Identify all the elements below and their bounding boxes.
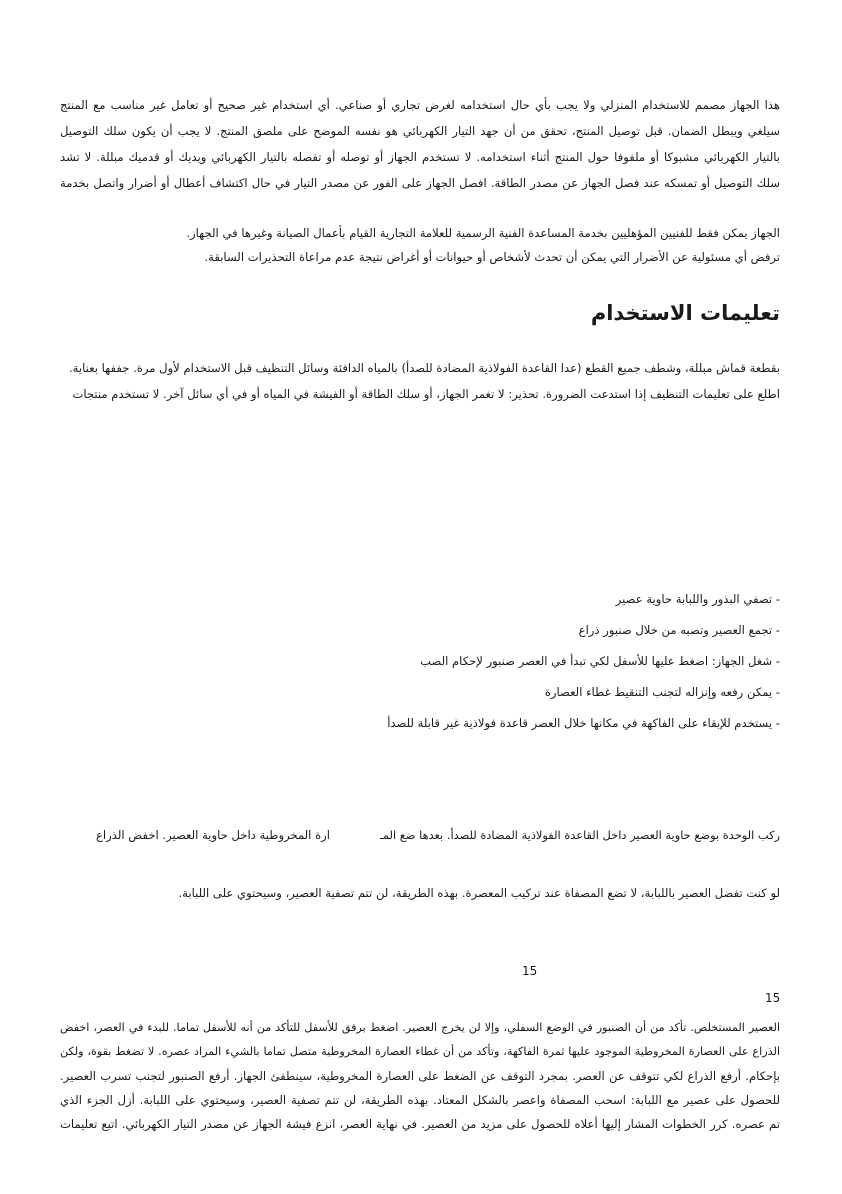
- section-heading: تعليمات الاستخدام: [590, 301, 780, 325]
- text-line: العصير المستخلص. تأكد من أن الصنبور في الوضع السفلي، وإلا لن يخرج العصير. اضغط برفق للأسفل للتأكد من أنه للأسفل تماما. للبدء في العصر، اخفض: [60, 1021, 780, 1034]
- text-line: اطلع على تعليمات التنظيف إذا استدعت الضرورة. تحذير: لا تغمر الجهاز، أو سلك الطاقة أو الفيشة في المياه أو في أي سائل آخر. لا تستخدم منتجات: [72, 387, 780, 401]
- list-item: - تصفي البذور واللبابة حاوية عصير: [615, 592, 780, 606]
- text-line: ترفض أي مسئولية عن الأضرار التي يمكن أن تحدث لأشخاص أو حيوانات أو أغراض نتيجة عدم مراعاة التحذيرات السابقة.: [204, 250, 780, 264]
- safety-paragraph: [60, 92, 780, 196]
- text-line: سلك التوصيل أو تمسكه عند فصل الجهاز عن مصدر الطاقة. افصل الجهاز على الفور عن مصدر التيار في حال اكتشاف أعطال أو أضرار واتصل بخدمة: [60, 176, 780, 190]
- text-line: سيلغي ويبطل الضمان. قبل توصيل المنتج، تحقق من أن جهد التيار الكهربائي هو نفسه الموضح على ملصق المنتج. لا يجب أن يكون سلك التوصيل: [60, 124, 780, 138]
- page-number: 15: [522, 964, 538, 978]
- text-line: تم عصره. كرر الخطوات المشار إليها أعلاه للحصول على مزيد من العصير. في نهاية العصر، انزع فيشة الجهاز عن مصدر التيار الكهربائي. اتبع تعليمات: [60, 1117, 780, 1131]
- text-line: بإحكام. أرفع الذراع لكي تتوقف عن العصر. بمجرد التوقف عن الضغط على العصارة المخروطية، سينطفئ الجهاز. أرفع الصنبور لتجنب تسرب العصير.: [60, 1069, 780, 1083]
- assembly-text-right: ركب الوحدة بوضع حاوية العصير داخل القاعدة الفولاذية المضادة للصدأ. بعدها ضع المـ: [380, 828, 780, 842]
- operation-paragraph: [60, 1016, 780, 1136]
- text-line: الجهاز يمكن فقط للفنيين المؤهليين بخدمة المساعدة الفنية الرسمية للعلامة التجارية القيام بأعمال الصيانة وغيرها في الجهاز.: [186, 226, 780, 240]
- text-line: هذا الجهاز مصمم للاستخدام المنزلي ولا يجب بأي حال استخدامه لغرض تجاري أو صناعي. أي استخدام غير صحيح أو تعامل غير مناسب مع المنتج: [60, 98, 780, 112]
- cleaning-paragraph: [60, 355, 780, 407]
- text-line: للحصول على عصير مع اللبابة: اسحب المصفاة واعصر بالشكل المعتاد. بهذه الطريقة، لن تتم تصفية العصير، وسيحتوي على اللبابة. أزل الجزء الذي: [60, 1093, 780, 1107]
- text-line: الذراع على العصارة المخروطية الموجود عليها ثمرة الفاكهة، وتأكد من أن غطاء العصارة المخروطية متصل تماما بالشيء المراد عصره. لا تضغط بقوة، ولكن: [60, 1045, 780, 1058]
- list-item: - يستخدم للإبقاء على الفاكهة في مكانها خلال العصر قاعدة فولاذية غير قابلة للصدأ: [387, 716, 780, 730]
- service-paragraph: [60, 221, 780, 269]
- text-line: بقطعة قماش مبللة، وشطف جميع القطع (عدا القاعدة الفولاذية المضادة للصدأ) بالمياه الدافئة وسائل التنظيف قبل الاستخدام لأول مرة. جففها بعناية.: [68, 361, 780, 375]
- text-line: بالتيار الكهربائي مشبوكا أو ملفوفا حول المنتج أثناء استخدامه. لا تستخدم الجهاز أو توصله أو تفصله بالتيار الكهربائي ويديك أو قدميك مبللة. لا تشد: [60, 150, 780, 164]
- parts-list: [60, 584, 780, 739]
- pulp-note: لو كنت تفضل العصير باللبابة، لا تضع المصفاة عند تركيب المعصرة. بهذه الطريقة، لن تتم تصفية العصير، وسيحتوي على اللبابة.: [178, 886, 780, 900]
- assembly-text-left: ارة المخروطية داخل حاوية العصير. اخفض الذراع: [96, 828, 330, 842]
- list-item: - يمكن رفعه وإنزاله لتجنب التنقيط غطاء العصارة: [544, 685, 780, 699]
- list-item: - شغل الجهاز: اضغط عليها للأسفل لكي تبدأ في العصر صنبور لإحكام الصب: [420, 654, 780, 668]
- page-number: 15: [765, 991, 781, 1005]
- list-item: - تجمع العصير وتصبه من خلال صنبور ذراع: [578, 623, 780, 637]
